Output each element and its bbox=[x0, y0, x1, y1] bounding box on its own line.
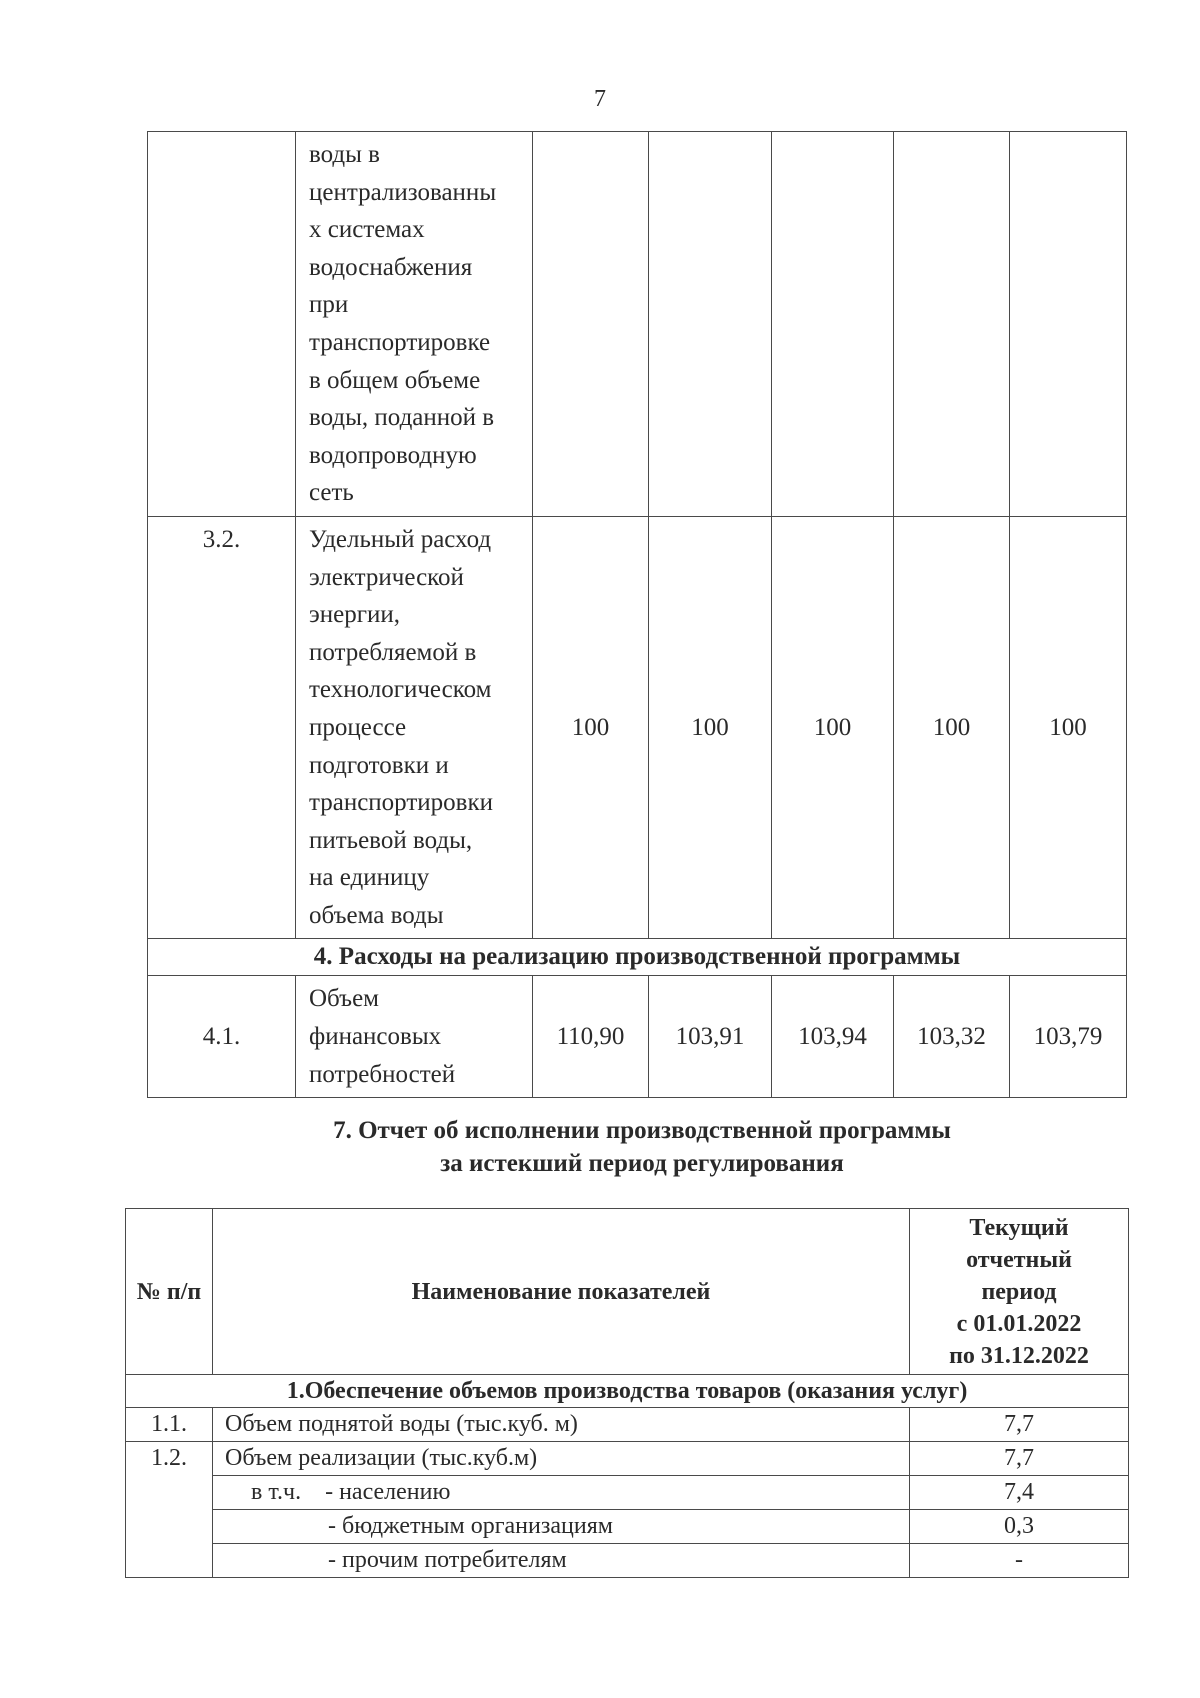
table-row bbox=[148, 132, 1127, 517]
report-title bbox=[0, 1114, 1200, 1180]
value-cell: 7,7 bbox=[910, 1442, 1129, 1476]
program-indicators-table bbox=[147, 131, 1127, 1098]
report-title-line1: 7. Отчет об исполнении производственной программы bbox=[333, 1117, 951, 1144]
row-number-cell bbox=[148, 132, 296, 517]
value-cell: 100 bbox=[533, 516, 649, 939]
value-cell bbox=[894, 132, 1010, 517]
table-row bbox=[126, 1408, 1129, 1442]
value-cell: 103,32 bbox=[894, 976, 1010, 1098]
value-cell: 100 bbox=[1010, 516, 1127, 939]
row-number-cell: 1.2. bbox=[126, 1442, 213, 1578]
indicator-description: воды в централизованны х системах водоснабжения при транспортировке в общем объеме воды, поданной в водопроводную сеть bbox=[296, 132, 533, 517]
table-row bbox=[126, 1544, 1129, 1578]
header-period: Текущий отчетный период с 01.01.2022 по 31.12.2022 bbox=[910, 1209, 1129, 1375]
indicator-description: Объем финансовых потребностей bbox=[296, 976, 533, 1098]
section-heading: 4. Расходы на реализацию производственной программы bbox=[148, 939, 1127, 976]
report-title-line2: за истекший период регулирования bbox=[440, 1150, 844, 1177]
indicator-name: Объем реализации (тыс.куб.м) bbox=[213, 1442, 910, 1476]
row-number-cell: 4.1. bbox=[148, 976, 296, 1098]
value-cell bbox=[649, 132, 772, 517]
value-cell bbox=[1010, 132, 1127, 517]
indicator-name: в т.ч. - населению bbox=[213, 1476, 910, 1510]
section-row bbox=[148, 939, 1127, 976]
value-cell: 110,90 bbox=[533, 976, 649, 1098]
section-heading: 1.Обеспечение объемов производства товаров (оказания услуг) bbox=[126, 1375, 1129, 1408]
value-cell: 100 bbox=[894, 516, 1010, 939]
page-number: 7 bbox=[594, 86, 606, 112]
table-row bbox=[126, 1442, 1129, 1476]
value-cell: 7,7 bbox=[910, 1408, 1129, 1442]
value-cell bbox=[772, 132, 894, 517]
value-cell: 0,3 bbox=[910, 1510, 1129, 1544]
indicator-name: - прочим потребителям bbox=[213, 1544, 910, 1578]
table-row bbox=[148, 976, 1127, 1098]
table-row bbox=[126, 1476, 1129, 1510]
indicator-name: - бюджетным организациям bbox=[213, 1510, 910, 1544]
value-cell: 100 bbox=[772, 516, 894, 939]
table-row bbox=[126, 1510, 1129, 1544]
value-cell: 100 bbox=[649, 516, 772, 939]
report-table bbox=[125, 1208, 1129, 1578]
header-row bbox=[126, 1209, 1129, 1375]
row-number-cell: 1.1. bbox=[126, 1408, 213, 1442]
table-row bbox=[148, 516, 1127, 939]
indicator-description: Удельный расход электрической энергии, потребляемой в технологическом процессе подготовки и транспортировки питьевой воды, на единицу объема воды bbox=[296, 516, 533, 939]
value-cell: 103,79 bbox=[1010, 976, 1127, 1098]
value-cell bbox=[533, 132, 649, 517]
value-cell: 7,4 bbox=[910, 1476, 1129, 1510]
section-row bbox=[126, 1375, 1129, 1408]
value-cell: 103,91 bbox=[649, 976, 772, 1098]
header-number: № п/п bbox=[126, 1209, 213, 1375]
value-cell: 103,94 bbox=[772, 976, 894, 1098]
row-number-cell: 3.2. bbox=[148, 516, 296, 939]
value-cell: - bbox=[910, 1544, 1129, 1578]
header-name: Наименование показателей bbox=[213, 1209, 910, 1375]
indicator-name: Объем поднятой воды (тыс.куб. м) bbox=[213, 1408, 910, 1442]
